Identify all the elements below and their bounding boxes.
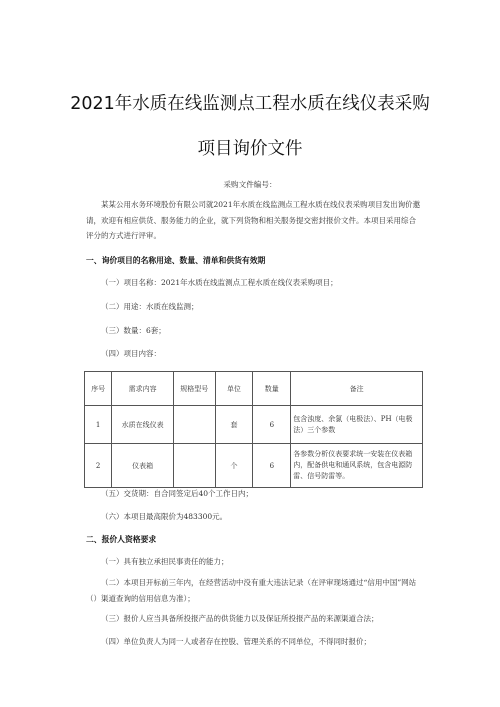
table-cell: 套: [215, 406, 253, 444]
section-2-item: （二）本项目开标前三年内，在经营活动中没有重大违法记录（在评审现场通过“信用中国”网站（）渠道查询的信用信息为准）；: [86, 578, 417, 603]
table-header-cell: 序号: [85, 372, 112, 406]
table-header-cell: 需求内容: [112, 372, 174, 406]
table-cell: 各参数分析仪表要求统一安装在仪表箱内，配备供电和通风系统，包含电源防雷、信号防雷等。: [291, 444, 423, 488]
section-1-item: （五）交货期：自合同签定后40个工作日内；: [101, 489, 254, 498]
table-header-cell: 数量: [253, 372, 291, 406]
section-1-item: （三）数量：6套；: [101, 326, 166, 335]
section-1-item: （二）用途：水质在线监测；: [101, 302, 199, 311]
section-1-heading: 一、询价项目的名称用途、数量、清单和供货有效期: [86, 256, 266, 265]
table-header-cell: 单位: [215, 372, 253, 406]
table-cell: [174, 406, 215, 444]
section-1-item: （四）项目内容：: [101, 349, 161, 358]
table-cell: 1: [85, 406, 112, 444]
doc-number-label: 采购文件编号：: [223, 180, 277, 189]
table-cell: 6: [253, 406, 291, 444]
table-cell: 个: [215, 444, 253, 488]
section-2-item: （四）单位负责人为同一人或者存在控股、管理关系的不同单位，不得同时报价；: [101, 637, 371, 646]
section-2-item: （三）报价人应当具备所投报产品的供货能力以及保证所投报产品的来源渠道合法；: [101, 614, 379, 623]
document-title-line-2: 项目询价文件: [197, 139, 303, 159]
section-1-item: （六）本项目最高限价为483300元。: [101, 512, 228, 521]
table-header-cell: 备注: [291, 372, 423, 406]
table-row: [85, 406, 423, 444]
table-header-row: [85, 372, 423, 406]
table-cell: 仪表箱: [112, 444, 174, 488]
table-row: [85, 444, 423, 488]
table-cell: 2: [85, 444, 112, 488]
table-header-cell: 规格型号: [174, 372, 215, 406]
table-cell: 6: [253, 444, 291, 488]
table-cell: 水质在线仪表: [112, 406, 174, 444]
section-2-heading: 二、报价人资格要求: [86, 535, 157, 544]
section-2-item: （一）具有独立承担民事责任的能力；: [101, 557, 229, 566]
section-1-item: （一）项目名称：2021年水质在线监测点工程水质在线仪表采购项目；: [101, 278, 338, 287]
intro-paragraph: 某某公用水务环境股份有限公司就2021年水质在线监测点工程水质在线仪表采购项目发出询价邀请，欢迎有相应供货、服务能力的企业，就下列货物和相关服务提交密封报价文件。本项目采用综合评分的方式进行评审。: [86, 200, 421, 240]
project-content-table: [84, 371, 423, 488]
document-title-line-1: 2021年水质在线监测点工程水质在线仪表采购: [70, 94, 430, 114]
table-cell: 包含浊度、余氯（电极法）、PH（电极法）三个参数: [291, 406, 423, 444]
table-cell: [174, 444, 215, 488]
